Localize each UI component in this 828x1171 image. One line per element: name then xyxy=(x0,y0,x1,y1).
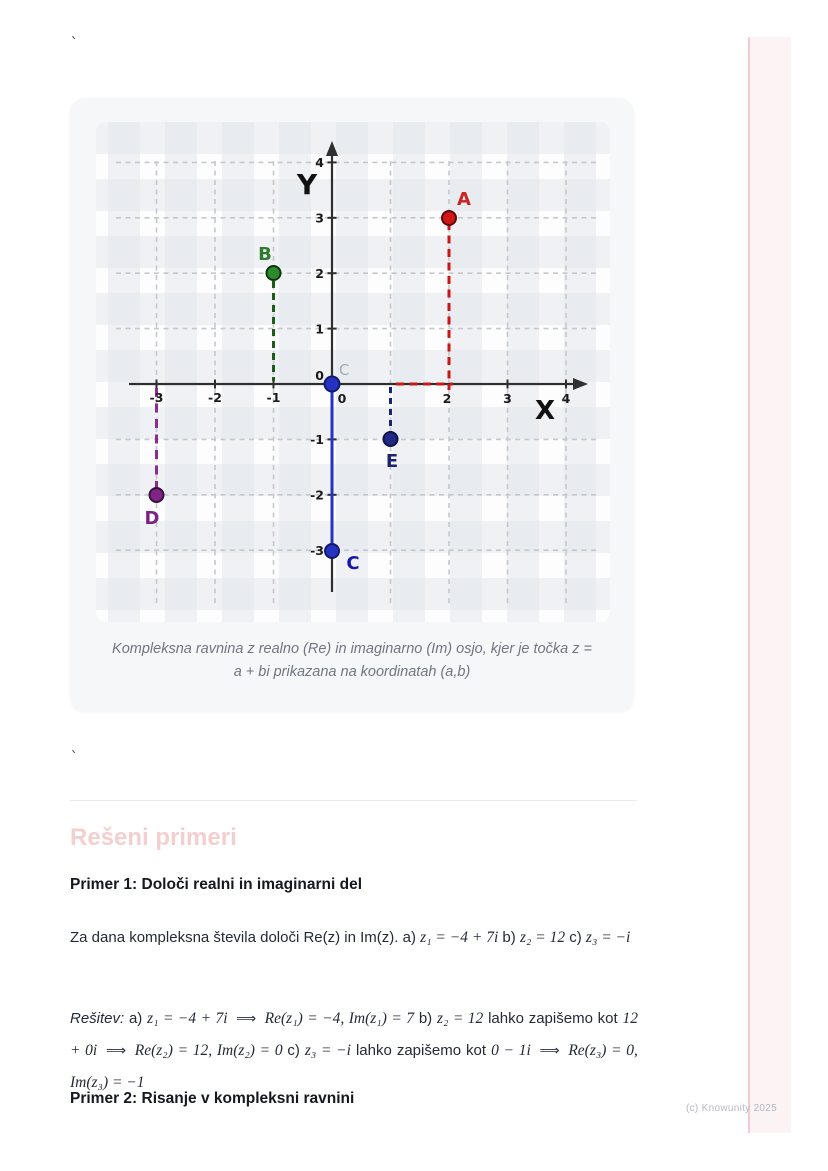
svg-text:-3: -3 xyxy=(149,390,164,405)
task-text: b) xyxy=(498,929,520,946)
axes xyxy=(129,149,580,592)
svg-text:0: 0 xyxy=(315,368,324,383)
y-axis-label: Y xyxy=(296,168,318,201)
svg-text:2: 2 xyxy=(442,391,452,406)
example1-task-paragraph xyxy=(70,920,638,955)
svg-text:-2: -2 xyxy=(310,487,324,503)
figure-card xyxy=(70,98,634,712)
svg-text:3: 3 xyxy=(503,391,512,406)
task-math-z1: z₁ = −4 + 7i xyxy=(420,929,499,946)
svg-text:-1: -1 xyxy=(310,432,324,447)
solution-text: lahko zapišemo kot xyxy=(350,1042,492,1059)
solution-math: Re(z₁) = −4, Im(z₁) = 7 xyxy=(260,1010,415,1027)
x-axis-arrow xyxy=(573,378,588,390)
example1-title: Primer 1: Določi realni in imaginarni del xyxy=(70,876,362,893)
point-c-label: C xyxy=(346,553,360,574)
section-heading: Rešeni primeri xyxy=(70,824,237,851)
solution-math: z₁ = −4 + 7i xyxy=(147,1010,233,1027)
point-d-label: D xyxy=(144,508,160,529)
point-b xyxy=(267,266,281,280)
point-c xyxy=(325,544,339,558)
grid xyxy=(116,161,596,603)
implies-arrow: ⟹ xyxy=(105,1043,127,1059)
point-e-label: E xyxy=(385,451,399,472)
solution-math: Re(z₃) = 0, Im(z₃) = −1 xyxy=(70,1042,638,1091)
solution-math: Re(z₂) = 12, Im(z₂) = 0 xyxy=(130,1042,288,1059)
y-axis-arrow xyxy=(326,141,338,156)
svg-text:0: 0 xyxy=(337,391,347,406)
point-a-label: A xyxy=(457,189,471,210)
point-a xyxy=(442,211,456,225)
example2-title: Primer 2: Risanje v kompleksni ravnini xyxy=(70,1090,355,1107)
copyright-watermark: (c) Knowunity 2025 xyxy=(686,1103,778,1114)
task-math-z2: z₂ = 12 xyxy=(519,929,566,946)
stray-backtick-top: ` xyxy=(70,36,79,52)
complex-plane-chart xyxy=(96,122,610,622)
implies-arrow: ⟹ xyxy=(236,1011,257,1027)
pink-sidebar-line xyxy=(748,37,750,1133)
svg-text:4: 4 xyxy=(561,391,571,406)
point-b-label: B xyxy=(258,244,272,265)
solution-text: b) xyxy=(414,1010,437,1027)
solution-math: 0 − 1i xyxy=(491,1042,536,1059)
svg-text:2: 2 xyxy=(315,266,324,281)
solution-text: c) xyxy=(287,1042,305,1059)
solution-math: 12 + 0i xyxy=(70,1010,638,1059)
solution-text: a) xyxy=(124,1010,148,1027)
y-tick-labels xyxy=(310,155,324,558)
point-e xyxy=(384,432,398,446)
svg-text:1: 1 xyxy=(315,321,324,337)
example1-solution-paragraph xyxy=(70,1003,638,1098)
svg-text:3: 3 xyxy=(315,210,324,226)
x-axis-label: X xyxy=(534,396,556,426)
pink-sidebar-panel xyxy=(750,37,791,1133)
svg-text:4: 4 xyxy=(315,155,324,170)
figure-caption: Kompleksna ravnina z realno (Re) in imaginarno (Im) osjo, kjer je točka z = a + bi prikazana na koordinatah (a,b) xyxy=(112,641,592,681)
section-divider xyxy=(70,800,637,801)
svg-text:-2: -2 xyxy=(208,390,222,405)
point-d xyxy=(150,488,164,502)
origin-point xyxy=(325,377,340,392)
axis-ticks xyxy=(157,162,567,550)
solution-label: Rešitev: xyxy=(70,1010,125,1027)
solution-math: z₃ = −i xyxy=(304,1042,351,1059)
svg-text:-1: -1 xyxy=(266,390,281,405)
task-text: c) xyxy=(565,929,586,946)
solution-math: z₂ = 12 xyxy=(436,1010,484,1027)
chart-svg xyxy=(96,122,610,622)
origin-gray-label: C xyxy=(339,361,350,379)
solution-text: lahko zapišemo kot xyxy=(483,1010,623,1027)
task-text: Za dana kompleksna števila določi Re(z) in Im(z). a) xyxy=(70,929,421,946)
stray-backtick-mid: ` xyxy=(70,750,79,766)
implies-arrow: ⟹ xyxy=(539,1043,560,1059)
task-math-z3: z₃ = −i xyxy=(585,929,631,946)
svg-text:-3: -3 xyxy=(310,543,324,558)
x-tick-labels xyxy=(150,390,571,406)
